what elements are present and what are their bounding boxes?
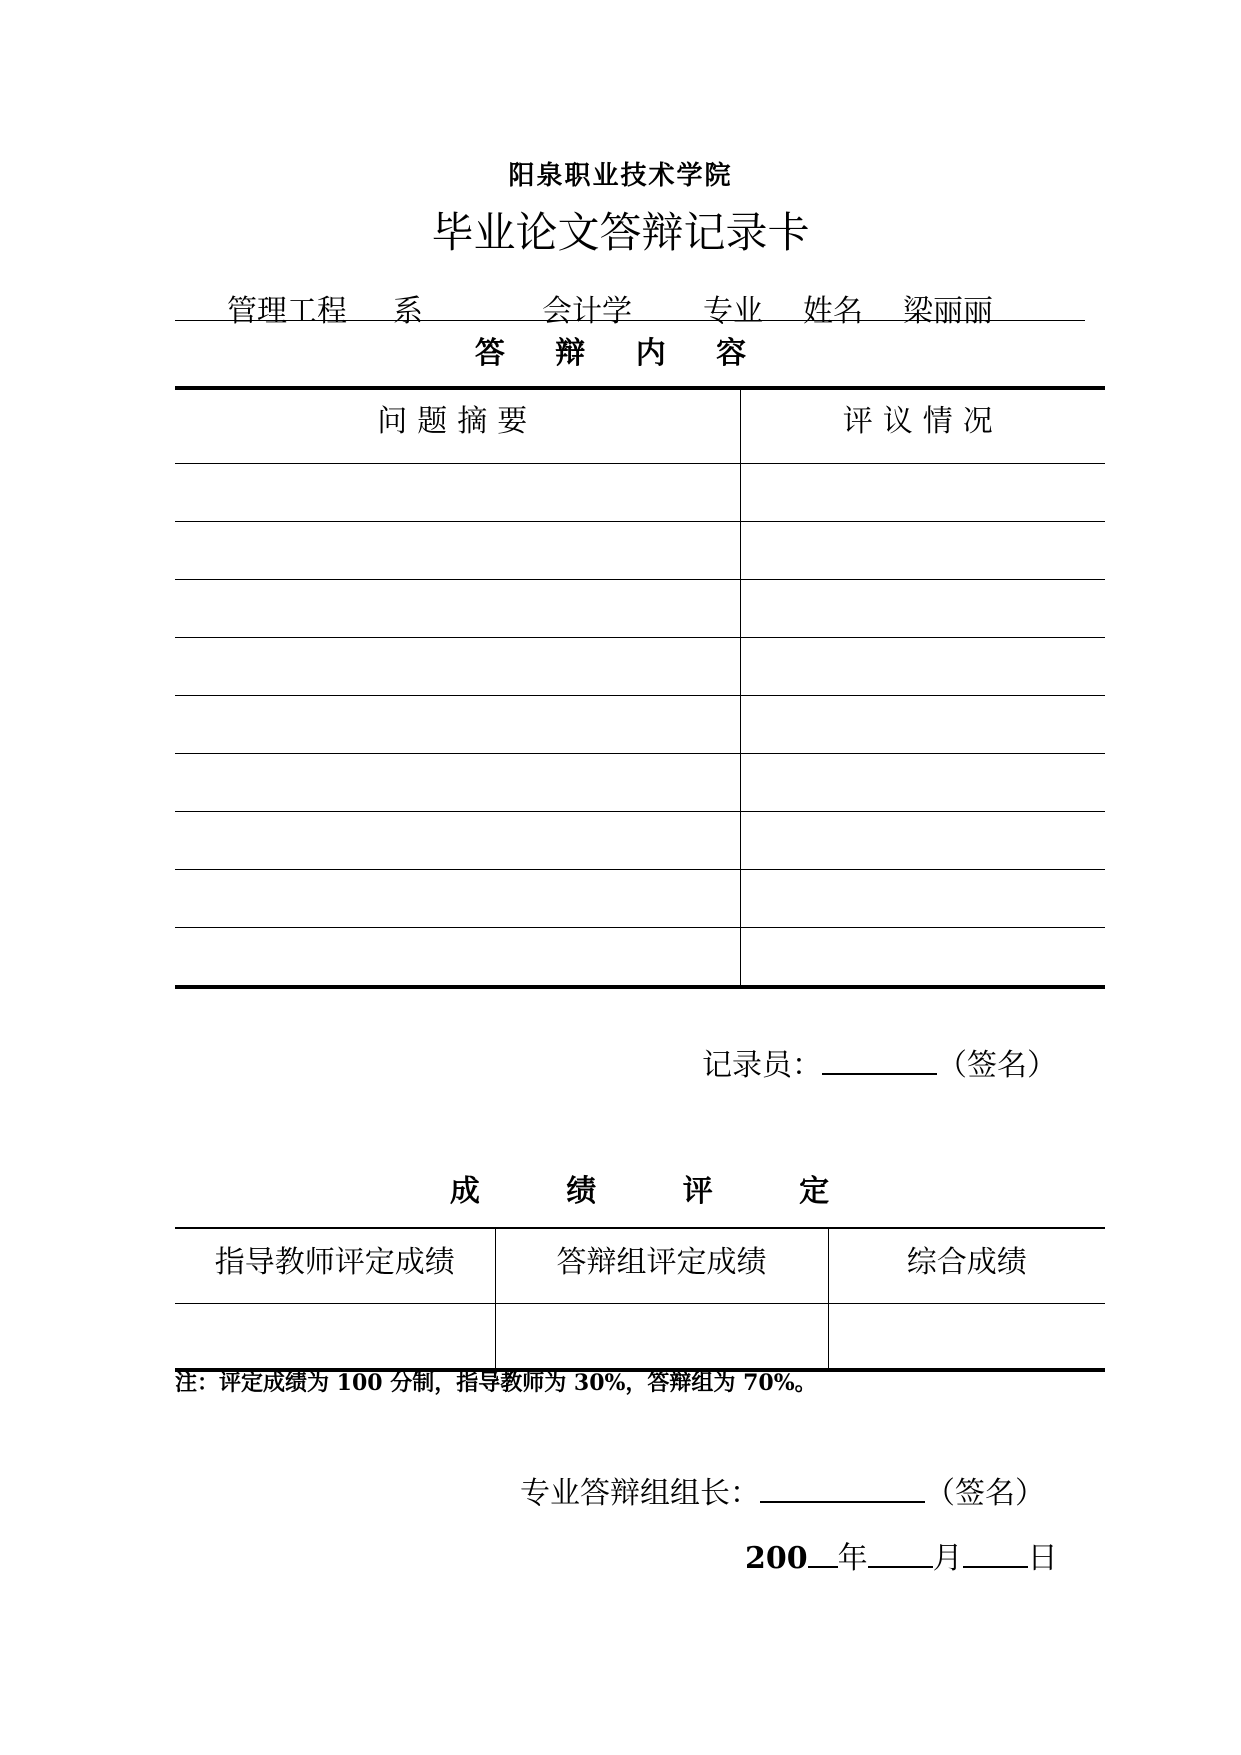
- date-line: [745, 1533, 1058, 1577]
- total-score-cell[interactable]: [828, 1304, 1105, 1371]
- school-name: 阳泉职业技术学院: [508, 161, 733, 191]
- column-header-comment: 评议情况: [740, 388, 1105, 464]
- chair-sign-note: （签名）: [925, 1476, 1045, 1511]
- recorder-signature-blank[interactable]: [822, 1043, 937, 1075]
- comment-cell[interactable]: [740, 696, 1105, 754]
- question-cell[interactable]: [175, 928, 740, 988]
- comment-cell[interactable]: [740, 580, 1105, 638]
- grading-table: [175, 1227, 1105, 1372]
- year-prefix: 200: [745, 1541, 808, 1576]
- column-header-panel-score: 答辩组评定成绩: [495, 1228, 828, 1304]
- chair-signature-blank[interactable]: [760, 1471, 925, 1503]
- chair-label: 专业答辩组组长：: [520, 1476, 760, 1511]
- major-value: 会计学: [542, 294, 632, 329]
- advisor-score-cell[interactable]: [175, 1304, 495, 1371]
- table-row: [175, 812, 1105, 870]
- department-label: 系: [393, 294, 423, 329]
- column-header-total-score: 综合成绩: [828, 1228, 1105, 1304]
- department-value: 管理工程: [227, 294, 347, 329]
- question-cell[interactable]: [175, 870, 740, 928]
- comment-cell[interactable]: [740, 464, 1105, 522]
- page-title: 毕业论文答辩记录卡: [431, 208, 810, 257]
- name-label: 姓名: [803, 294, 863, 329]
- recorder-signature-line: [702, 1040, 1057, 1084]
- defense-table: [175, 386, 1105, 989]
- recorder-label: 记录员：: [702, 1048, 822, 1083]
- student-info-line: [175, 286, 1085, 329]
- comment-cell[interactable]: [740, 522, 1105, 580]
- month-blank[interactable]: [868, 1536, 933, 1568]
- question-cell[interactable]: [175, 812, 740, 870]
- year-blank[interactable]: [808, 1536, 838, 1568]
- grading-heading: 成 绩 评 定: [449, 1174, 868, 1209]
- panel-score-cell[interactable]: [495, 1304, 828, 1371]
- question-cell[interactable]: [175, 754, 740, 812]
- defense-heading: 答 辩 内 容: [474, 336, 767, 371]
- month-label: 月: [932, 1541, 963, 1576]
- table-row: [175, 696, 1105, 754]
- day-blank[interactable]: [963, 1536, 1028, 1568]
- question-cell[interactable]: [175, 638, 740, 696]
- major-label: 专业: [703, 294, 763, 329]
- comment-cell[interactable]: [740, 812, 1105, 870]
- name-value: 梁丽丽: [903, 294, 993, 329]
- table-row: [175, 522, 1105, 580]
- question-cell[interactable]: [175, 522, 740, 580]
- comment-cell[interactable]: [740, 928, 1105, 988]
- column-header-question: 问题摘要: [175, 388, 740, 464]
- column-header-advisor-score: 指导教师评定成绩: [175, 1228, 495, 1304]
- question-cell[interactable]: [175, 464, 740, 522]
- day-label: 日: [1027, 1541, 1058, 1576]
- table-row: [175, 464, 1105, 522]
- chair-signature-line: [520, 1468, 1045, 1512]
- comment-cell[interactable]: [740, 638, 1105, 696]
- table-row: [175, 580, 1105, 638]
- table-row: [175, 638, 1105, 696]
- year-label: 年: [837, 1541, 868, 1576]
- table-row: [175, 1304, 1105, 1371]
- grading-note: 注：评定成绩为 100 分制，指导教师为 30%，答辩组为 70%。: [175, 1370, 817, 1396]
- comment-cell[interactable]: [740, 754, 1105, 812]
- question-cell[interactable]: [175, 580, 740, 638]
- comment-cell[interactable]: [740, 870, 1105, 928]
- question-cell[interactable]: [175, 696, 740, 754]
- table-row: [175, 754, 1105, 812]
- table-row: [175, 928, 1105, 988]
- recorder-sign-note: （签名）: [937, 1048, 1057, 1083]
- table-row: [175, 870, 1105, 928]
